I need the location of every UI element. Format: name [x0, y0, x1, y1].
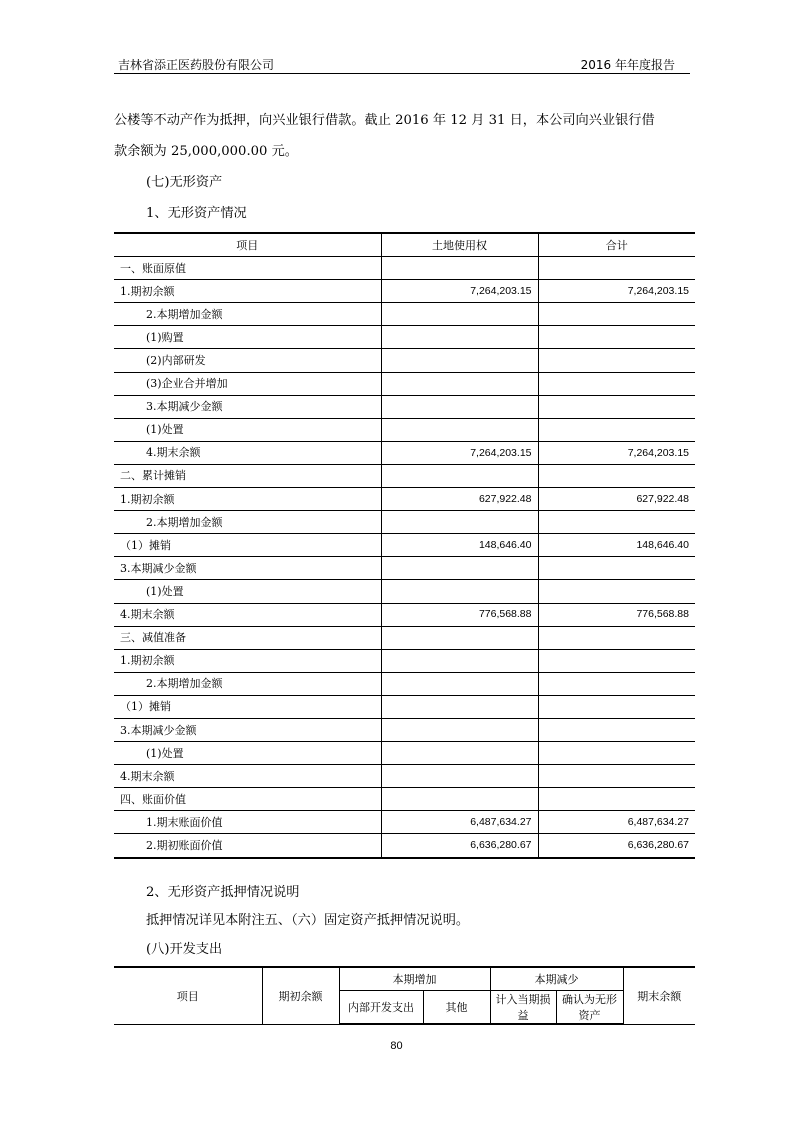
total-value — [538, 695, 695, 718]
total-value: 148,646.40 — [538, 534, 695, 557]
table-row — [114, 257, 695, 280]
total-value: 6,636,280.67 — [538, 834, 695, 858]
total-value — [538, 718, 695, 741]
row-label: （1）摊销 — [114, 695, 381, 718]
table-row — [114, 488, 695, 511]
land-use-right-value — [381, 257, 538, 280]
row-label: (1)处置 — [114, 742, 381, 765]
header-to-profit-loss: 计入当期损益 — [490, 991, 556, 1025]
total-value — [538, 557, 695, 580]
header-to-intangible-assets: 确认为无形资产 — [556, 991, 623, 1025]
page-number: 80 — [390, 1040, 403, 1052]
land-use-right-value: 148,646.40 — [381, 534, 538, 557]
total-value — [538, 742, 695, 765]
total-value — [538, 511, 695, 534]
land-use-right-value: 776,568.88 — [381, 603, 538, 626]
table-row — [114, 672, 695, 695]
total-value — [538, 257, 695, 280]
total-value — [538, 649, 695, 672]
land-use-right-value — [381, 372, 538, 395]
table-row — [114, 441, 695, 464]
land-use-right-value: 7,264,203.15 — [381, 280, 538, 303]
row-label: 4.期末余额 — [114, 603, 381, 626]
total-value — [538, 580, 695, 603]
header-opening-balance: 期初余额 — [262, 967, 339, 1024]
land-use-right-value — [381, 511, 538, 534]
total-value — [538, 672, 695, 695]
land-use-right-value — [381, 718, 538, 741]
total-value — [538, 326, 695, 349]
land-use-right-value: 627,922.48 — [381, 488, 538, 511]
intro-line-1: 公楼等不动产作为抵押，向兴业银行借款。截止 2016 年 12 月 31 日，本公司向兴业银行借 — [114, 113, 655, 128]
land-use-right-value — [381, 672, 538, 695]
pledge-text: 抵押情况详见本附注五、（六）固定资产抵押情况说明。 — [146, 913, 470, 928]
total-value: 776,568.88 — [538, 603, 695, 626]
total-value — [538, 418, 695, 441]
table-row — [114, 326, 695, 349]
development-expenditure-table — [114, 966, 695, 1025]
section-7-subtitle: 1、无形资产情况 — [146, 206, 247, 221]
table-row — [114, 303, 695, 326]
row-label: 1.期初余额 — [114, 488, 381, 511]
header-current-increase: 本期增加 — [339, 967, 490, 991]
row-label: 3.本期减少金额 — [114, 557, 381, 580]
row-label: 1.期末账面价值 — [114, 811, 381, 834]
intro-line-2: 款余额为 25,000,000.00 元。 — [114, 144, 298, 159]
row-label: 3.本期减少金额 — [114, 718, 381, 741]
total-value: 7,264,203.15 — [538, 280, 695, 303]
row-label: (2)内部研发 — [114, 349, 381, 372]
table-header-row — [114, 233, 695, 257]
table-row — [114, 742, 695, 765]
row-label: 一、账面原值 — [114, 257, 381, 280]
header-item: 项目 — [114, 233, 381, 257]
total-value — [538, 788, 695, 811]
table-row — [114, 811, 695, 834]
land-use-right-value — [381, 649, 538, 672]
total-value — [538, 464, 695, 487]
table-row — [114, 349, 695, 372]
land-use-right-value — [381, 303, 538, 326]
table-row — [114, 765, 695, 788]
row-label: (1)购置 — [114, 326, 381, 349]
row-label: 1.期初余额 — [114, 280, 381, 303]
land-use-right-value — [381, 464, 538, 487]
table-row — [114, 626, 695, 649]
row-label: 2.本期增加金额 — [114, 672, 381, 695]
table-row — [114, 418, 695, 441]
total-value — [538, 372, 695, 395]
header-rule — [114, 73, 690, 74]
header-internal-development: 内部开发支出 — [339, 991, 423, 1025]
header-report-title: 2016 年年度报告 — [580, 58, 675, 72]
header-other: 其他 — [423, 991, 490, 1025]
row-label: 4.期末余额 — [114, 441, 381, 464]
row-label: 2.期初账面价值 — [114, 834, 381, 858]
total-value — [538, 765, 695, 788]
table-row — [114, 557, 695, 580]
land-use-right-value — [381, 349, 538, 372]
total-value — [538, 349, 695, 372]
land-use-right-value: 6,636,280.67 — [381, 834, 538, 858]
row-label: (1)处置 — [114, 580, 381, 603]
row-label: 1.期初余额 — [114, 649, 381, 672]
land-use-right-value — [381, 418, 538, 441]
row-label: (1)处置 — [114, 418, 381, 441]
header-total: 合计 — [538, 233, 695, 257]
table-row — [114, 788, 695, 811]
total-value: 627,922.48 — [538, 488, 695, 511]
table-row — [114, 603, 695, 626]
row-label: 4.期末余额 — [114, 765, 381, 788]
total-value — [538, 626, 695, 649]
land-use-right-value — [381, 395, 538, 418]
land-use-right-value — [381, 742, 538, 765]
table-row — [114, 695, 695, 718]
section-8-title: (八)开发支出 — [146, 942, 223, 957]
table-row — [114, 464, 695, 487]
header-company: 吉林省添正医药股份有限公司 — [118, 58, 275, 72]
table-row — [114, 580, 695, 603]
row-label: 二、累计摊销 — [114, 464, 381, 487]
land-use-right-value — [381, 580, 538, 603]
table-header-row — [114, 967, 695, 991]
total-value — [538, 303, 695, 326]
land-use-right-value — [381, 765, 538, 788]
row-label: 2.本期增加金额 — [114, 511, 381, 534]
row-label: 三、减值准备 — [114, 626, 381, 649]
header-current-decrease: 本期减少 — [490, 967, 623, 991]
pledge-title: 2、无形资产抵押情况说明 — [146, 885, 300, 900]
land-use-right-value — [381, 626, 538, 649]
section-7-title: (七)无形资产 — [146, 175, 223, 190]
table-row — [114, 511, 695, 534]
header-item: 项目 — [114, 967, 262, 1024]
land-use-right-value — [381, 695, 538, 718]
table-row — [114, 372, 695, 395]
row-label: 3.本期减少金额 — [114, 395, 381, 418]
land-use-right-value: 6,487,634.27 — [381, 811, 538, 834]
land-use-right-value: 7,264,203.15 — [381, 441, 538, 464]
table-row — [114, 280, 695, 303]
total-value: 6,487,634.27 — [538, 811, 695, 834]
total-value — [538, 395, 695, 418]
land-use-right-value — [381, 788, 538, 811]
table-row — [114, 395, 695, 418]
table-row — [114, 834, 695, 858]
table-row — [114, 649, 695, 672]
land-use-right-value — [381, 326, 538, 349]
table-row — [114, 718, 695, 741]
row-label: 四、账面价值 — [114, 788, 381, 811]
row-label: 2.本期增加金额 — [114, 303, 381, 326]
header-closing-balance: 期末余额 — [623, 967, 695, 1024]
intangible-assets-table — [114, 232, 695, 859]
row-label: (3)企业合并增加 — [114, 372, 381, 395]
header-land-use-right: 土地使用权 — [381, 233, 538, 257]
land-use-right-value — [381, 557, 538, 580]
row-label: （1）摊销 — [114, 534, 381, 557]
table-row — [114, 534, 695, 557]
total-value: 7,264,203.15 — [538, 441, 695, 464]
